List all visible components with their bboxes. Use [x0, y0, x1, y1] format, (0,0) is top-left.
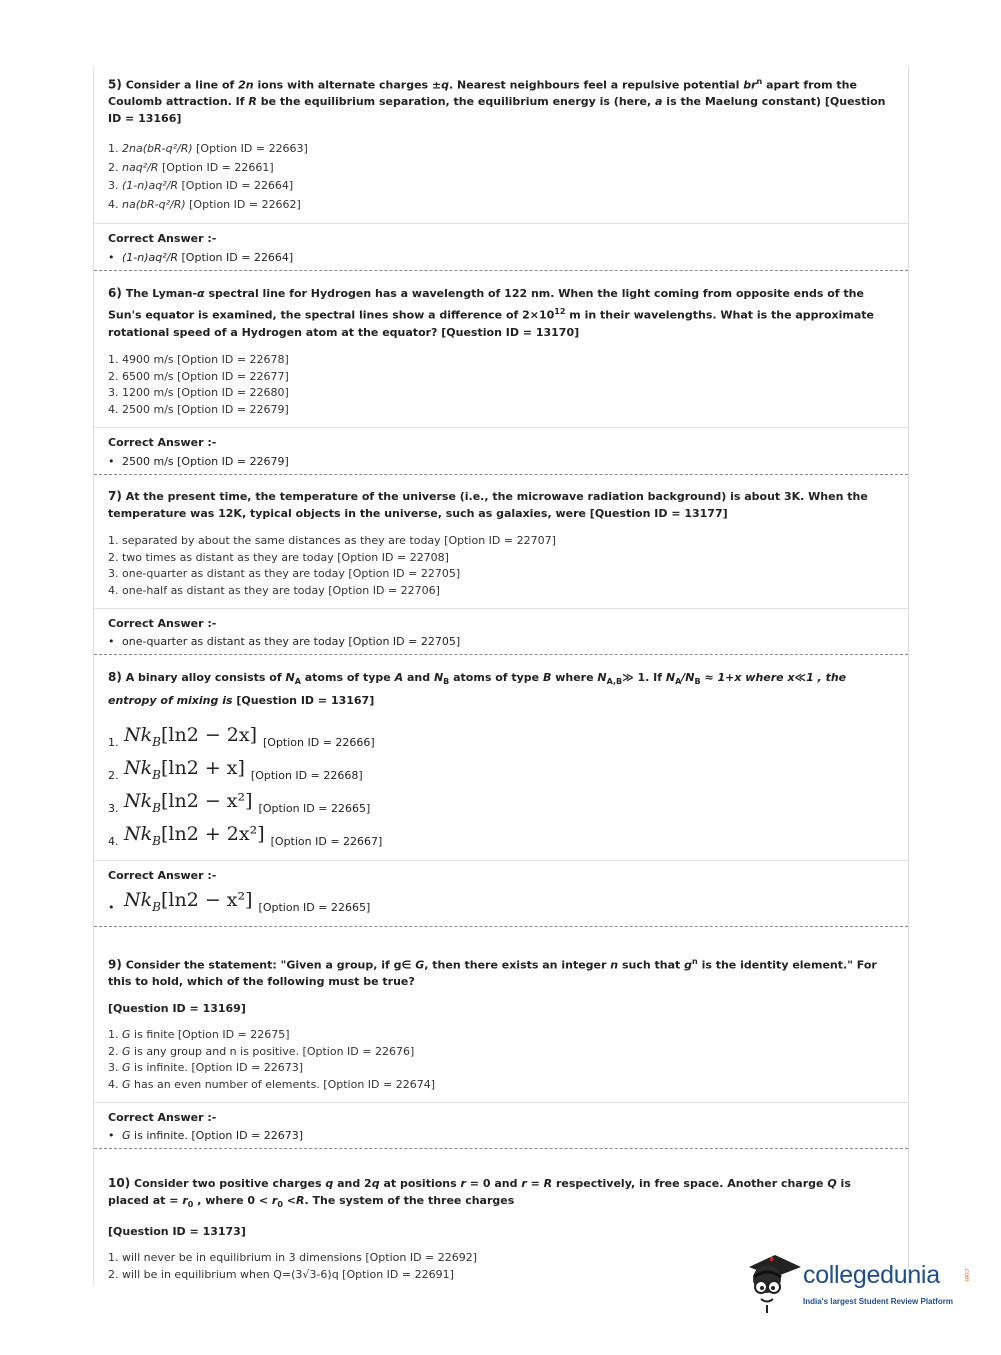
option: 2. G is any group and n is positive. [Option ID = 22676]: [108, 1044, 415, 1058]
question-7-options: [108, 533, 894, 599]
option: 3. (1-n)aq²/R [Option ID = 22664]: [108, 179, 294, 193]
question-id: [Question ID = 13169]: [108, 1002, 246, 1016]
option: 1. separated by about the same distances as they are today [Option ID = 22707]: [108, 534, 556, 548]
correct-answer-5: Correct Answer :- • (1-n)aq²/R [Option ID = 22664]: [108, 232, 294, 265]
option: 1. $Nk_B[\ln 2 - 2x]$ [Option ID = 22666]: [108, 723, 375, 749]
brand-tagline: India's largest Student Review Platform: [803, 1297, 953, 1306]
option: 4. one-half as distant as they are today [Option ID = 22706]: [108, 583, 440, 597]
brand-name: collegedunia: [803, 1261, 940, 1289]
option: 1. 4900 m/s [Option ID = 22678]: [108, 353, 289, 367]
option: 3. 1200 m/s [Option ID = 22680]: [108, 386, 289, 400]
question-5-text: 5) Consider a line of 2n ions with alternate charges ±q. Nearest neighbours feel a repulsive potential $br^n$ apart from the Coulomb attraction. If R be the equilibrium separation, the equilibrium energy is (here, a is the Maelung constant) [Question ID = 13166]: [108, 77, 886, 125]
option: 4. 2500 m/s [Option ID = 22679]: [108, 402, 289, 416]
option: 2. two times as distant as they are today [Option ID = 22708]: [108, 550, 449, 564]
question-10-text: 10) Consider two positive charges q and 2q at positions r = 0 and r = R respectively, in free space. Another charge Q is placed at = $r_0$ , where $0 < r_0 <R$. The system of the three charges: [108, 1176, 851, 1209]
bullet: •: [108, 251, 115, 265]
question-6-options: [108, 352, 894, 418]
question-7-text: 7) At the present time, the temperature of the universe (i.e., the microwave radiation background) is about 3K. When the temperature was 12K, typical objects in the universe, such as galaxies, were [Question ID = 13177]: [108, 489, 868, 520]
question-8: [94, 655, 908, 847]
option: 1. will never be in equilibrium in 3 dimensions [Option ID = 22692]: [108, 1251, 478, 1265]
question-6-text: 6) The Lyman-α spectral line for Hydrogen has a wavelength of 122 nm. When the light coming from opposite ends of the Sun's equator is examined, the spectral lines show a difference of $2\times 10^{12}$ m in their wavelengths. What is the approximate rotational speed of a Hydrogen atom at the equator? [Question ID = 13170]: [108, 286, 874, 339]
bullet: •: [108, 900, 115, 914]
option: 3. G is infinite. [Option ID = 22673]: [108, 1061, 304, 1075]
bullet: •: [108, 635, 115, 649]
option: 1. 2na(bR-q²/R) [Option ID = 22663]: [108, 142, 308, 156]
question-8-options: [108, 716, 894, 848]
option: 3. one-quarter as distant as they are today [Option ID = 22705]: [108, 567, 461, 581]
question-7: [94, 475, 908, 599]
correct-answer-7: Correct Answer :- • one-quarter as distant as they are today [Option ID = 22705]: [108, 617, 461, 649]
brand-suffix: .com: [963, 1267, 970, 1282]
collegedunia-logo: [745, 1247, 975, 1317]
option: 2. will be in equilibrium when Q=(3√3-6)q [Option ID = 22691]: [108, 1267, 454, 1281]
option: 3. $Nk_B[\ln 2 - x^2]$ [Option ID = 22665]: [108, 789, 371, 815]
document-page: [93, 66, 909, 1286]
question-5-options: [108, 141, 894, 213]
option: 4. G has an even number of elements. [Option ID = 22674]: [108, 1077, 436, 1091]
option: 1. G is finite [Option ID = 22675]: [108, 1028, 290, 1042]
correct-answer-6: Correct Answer :- • 2500 m/s [Option ID = 22679]: [108, 436, 289, 469]
bullet: •: [108, 455, 115, 469]
question-9-text: 9) Consider the statement: "Given a group, if g∈ G, then there exists an integer n such that $g^n$ is the identity element." For this to hold, which of the following must be true?: [108, 956, 877, 988]
question-id: [Question ID = 13173]: [108, 1225, 246, 1239]
question-9: [94, 927, 908, 1094]
question-5: [94, 66, 908, 213]
correct-answer-8: Correct Answer :- • $Nk_B[\ln 2 - x^2]$ [Option ID = 22665]: [108, 868, 371, 914]
option: 2. naq²/R [Option ID = 22661]: [108, 160, 274, 174]
option: 2. $Nk_B[\ln 2 + x]$ [Option ID = 22668]: [108, 756, 363, 782]
correct-answer-9: Correct Answer :- • G is infinite. [Option ID = 22673]: [108, 1111, 304, 1143]
bullet: •: [108, 1129, 115, 1143]
question-9-options: [108, 1027, 894, 1093]
mascot-icon: [745, 1247, 801, 1313]
option: 2. 6500 m/s [Option ID = 22677]: [108, 369, 289, 383]
question-6: [94, 271, 908, 418]
option: 4. $Nk_B[\ln 2 + 2x^2]$ [Option ID = 22667]: [108, 822, 383, 848]
option: 4. na(bR-q²/R) [Option ID = 22662]: [108, 197, 301, 211]
question-8-text: 8) A binary alloy consists of $N_A$ atoms of type A and $N_B$ atoms of type B where $N_{A,B}≫$ 1. If $N_A/N_B \approx 1+x$ where x≪1 , the entropy of mixing is [Question ID = 13167]: [108, 670, 847, 707]
